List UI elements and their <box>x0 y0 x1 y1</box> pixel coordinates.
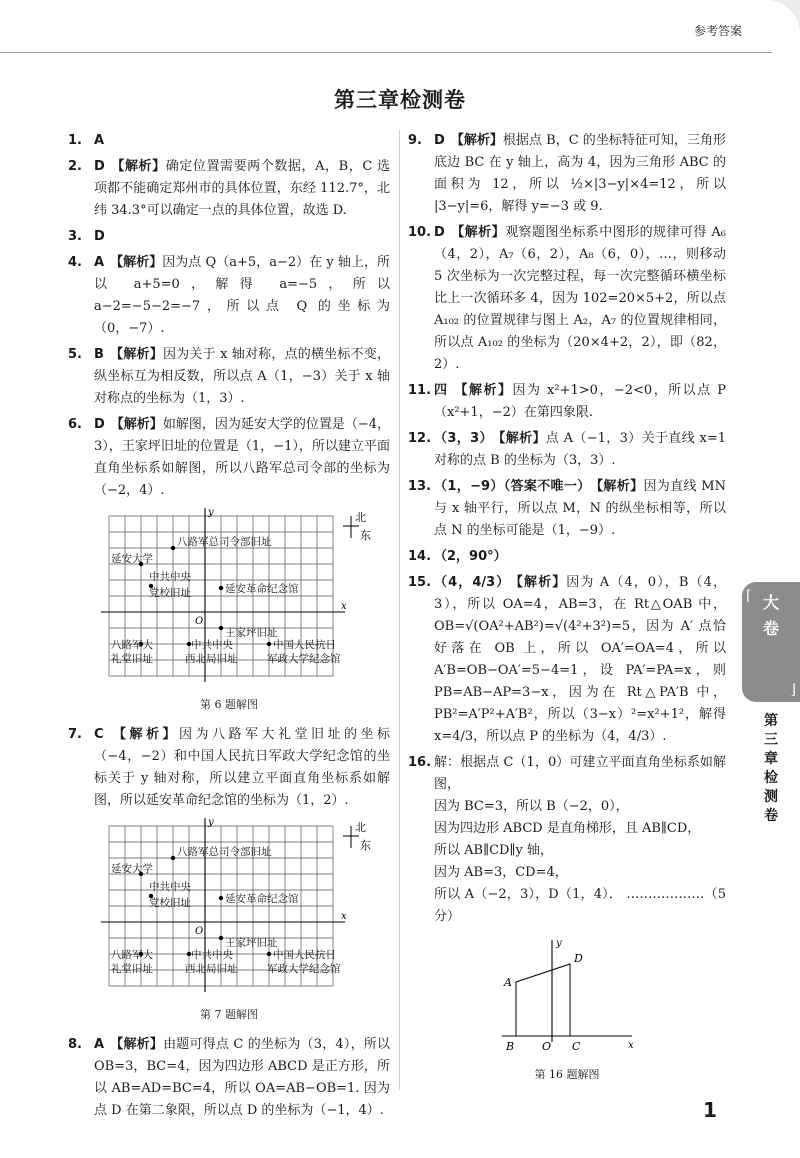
answer-item <box>68 156 390 222</box>
answer-text: 因为点 Q（a+5，a−2）在 y 轴上，所以 a+5=0，解得 a=−5，所以 a−2=−5−2=−7，所以点 Q 的坐标为（0，−7）. <box>94 255 390 336</box>
location-dot <box>267 642 271 646</box>
answer-item <box>68 130 390 152</box>
map-label: 中共中央 <box>149 571 191 583</box>
side-tab-text: 大 卷 <box>762 593 779 638</box>
answer-item <box>408 380 726 424</box>
question-number: 3. <box>68 229 82 244</box>
location-dot <box>171 856 175 860</box>
answer-choice: （1，−9）（答案不唯一） <box>434 479 591 494</box>
question-number: 9. <box>408 133 422 148</box>
map-label: 党校旧址 <box>149 587 191 599</box>
answer-text: 根据点 B，C 的坐标特征可知，三角形底边 BC 在 y 轴上，高为 4，因为三角形 ABC 的面积为 12，所以 ½×|3−y|×4=12，所以 |3−y|=6，解得 y=−3 或 9. <box>434 133 726 214</box>
answer-text: 因为直线 MN 与 x 轴平行，所以点 M，N 的纵坐标相等，所以点 N 的坐标可能是（1，−9）. <box>434 479 726 538</box>
map-label: 延安大学 <box>111 553 153 565</box>
point-label: C <box>572 1040 581 1053</box>
page-number: 1 <box>703 1098 717 1122</box>
x-axis-label: x <box>341 911 347 922</box>
answer-text: 因为 x²+1>0，−2<0，所以点 P（x²+1，−2）在第四象限. <box>434 383 726 420</box>
analysis-tag: 【解析】 <box>110 159 166 174</box>
answer-16 <box>408 752 726 928</box>
map-label: 西北局旧址 <box>185 653 238 665</box>
answer-text: 由题可得点 C 的坐标为（3，4），所以 OB=3，BC=4，因为四边形 ABCD 是正方形，所以 AB=AD=BC=4，所以 OA=AB−OB=1. 因为点 D 在第二象限，所以点 D 的坐标为（−1，4）. <box>94 1037 390 1118</box>
map-label: 军政大学纪念馆 <box>267 653 341 665</box>
answer-item <box>408 476 726 542</box>
map-label: 延安革命纪念馆 <box>225 583 299 595</box>
answer-choice: D <box>434 225 445 240</box>
question-number: 6. <box>68 417 82 432</box>
answer-choice: A <box>94 133 105 148</box>
location-dot <box>219 626 223 630</box>
analysis-tag: 【解析】 <box>498 431 546 446</box>
location-dot <box>219 586 223 590</box>
answer-text: 因为关于 x 轴对称，点的横坐标不变，纵坐标互为相反数，所以点 A（1，−3）关于 x 轴对称点的坐标为（1，3）. <box>94 347 390 406</box>
question-number: 4. <box>68 255 82 270</box>
answer-text: 确定位置需要两个数据，A，B，C 选项都不能确定郑州市的具体位置，东经 112.7°，北纬 34.3°可以确定一点的具体位置，故选 D. <box>94 159 390 218</box>
analysis-tag: 【解析】 <box>110 417 163 432</box>
answer-choice: 四 <box>434 383 449 398</box>
analysis-tag: 【解析】 <box>596 479 644 494</box>
map-label: 中共中央 <box>191 639 233 651</box>
map-label: 中共中央 <box>149 881 191 893</box>
y-axis-label: y <box>556 938 562 949</box>
figure-7-caption: 第 7 题解图 <box>200 1008 258 1021</box>
answer-16-line: 因为 BC=3，所以 B（−2，0）， <box>434 799 629 814</box>
question-number: 16. <box>408 755 432 770</box>
answer-item <box>68 252 390 340</box>
compass-north-label: 北 <box>355 821 366 834</box>
analysis-tag: 【解析】 <box>450 133 503 148</box>
answer-16-line: 因为 AB=3，CD=4， <box>434 865 568 880</box>
analysis-tag: 【解析】 <box>110 255 163 270</box>
figure-6-caption: 第 6 题解图 <box>200 698 258 711</box>
y-axis-label: y <box>208 507 214 518</box>
analysis-tag: 【解析】 <box>109 347 163 362</box>
answer-choice: D <box>434 133 445 148</box>
location-dot <box>219 896 223 900</box>
x-axis-label: x <box>341 601 347 612</box>
answer-choice: （2，90°） <box>434 549 507 564</box>
point-label: D <box>574 952 583 965</box>
map-label: 延安大学 <box>111 863 153 875</box>
vertical-chapter-title: 第 三 章 检 测 卷 <box>764 713 778 824</box>
question-number: 11. <box>408 383 432 398</box>
origin-label: O <box>195 926 204 937</box>
page-title: 第三章检测卷 <box>334 88 466 112</box>
answer-choice: A <box>94 255 105 270</box>
answer-choice: （4，4/3） <box>434 575 511 590</box>
figure-7-map <box>89 816 369 1002</box>
analysis-tag: 【解析】 <box>454 383 513 398</box>
map-label: 军政大学纪念馆 <box>267 963 341 975</box>
x-axis-label: x <box>628 1040 634 1051</box>
answer-item <box>68 1034 390 1122</box>
answer-choice: B <box>94 347 104 362</box>
map-label: 中国人民抗日 <box>273 949 336 961</box>
question-number: 13. <box>408 479 432 494</box>
point-label: A <box>504 976 512 989</box>
right-column <box>408 130 726 1094</box>
answer-text: 如解图，因为延安大学的位置是（−4，3），王家坪旧址的位置是（1，−1），所以建立平面直角坐标系如解图，所以八路军总司令部的坐标为（−2，4）. <box>94 417 390 498</box>
question-number: 12. <box>408 431 432 446</box>
map-label: 西北局旧址 <box>185 963 238 975</box>
answer-16-line: 因为四边形 ABCD 是直角梯形，且 AB∥CD， <box>434 821 701 836</box>
answer-item <box>408 222 726 376</box>
analysis-tag: 【解析】 <box>109 727 180 742</box>
bracket-icon: ⌈ <box>746 588 752 604</box>
origin-label: O <box>195 616 204 627</box>
column-divider <box>399 130 400 1090</box>
compass-east-label: 东 <box>360 839 371 852</box>
analysis-tag: 【解析】 <box>450 225 506 240</box>
figure-16 <box>408 932 726 1086</box>
map-label: 党校旧址 <box>149 897 191 909</box>
map-label: 八路军大 <box>111 639 153 651</box>
header-rule <box>0 52 772 53</box>
answer-item <box>68 344 390 410</box>
map-label: 王家坪旧址 <box>225 627 278 639</box>
question-number: 8. <box>68 1037 82 1052</box>
location-dot <box>171 546 175 550</box>
location-dot <box>219 936 223 940</box>
answer-item <box>68 226 390 248</box>
map-label: 八路军总司令部旧址 <box>177 536 272 548</box>
location-dot <box>267 952 271 956</box>
answer-item <box>68 724 390 812</box>
answer-text: 因为 A（4，0），B（4，3），所以 OA=4，AB=3，在 Rt△OAB 中，OB=√(OA²+AB²)=√(4²+3²)=5，因为 A′ 点恰好落在 OB 上，所以 OA′=OA=4，所以 A′B=OB−OA′=5−4=1，设 PA′=PA=x，则 PB=AB−AP=3−x，因为在 Rt△PA′B 中，PB²=A′P²+A′B²，所以（3−x）²=x²+1²，解得 x=4/3，所以点 P 的坐标为（4，4/3）. <box>434 575 726 744</box>
trapezoid-abcd <box>516 964 570 1036</box>
answer-choice: A <box>94 1037 105 1052</box>
question-number: 14. <box>408 549 432 564</box>
point-label: O <box>542 1040 552 1053</box>
answer-item <box>408 428 726 472</box>
figure-16-graph <box>492 932 642 1062</box>
answer-item <box>408 130 726 218</box>
figure-6-map <box>89 506 369 692</box>
map-label: 中国人民抗日 <box>273 639 336 651</box>
map-label: 八路军大 <box>111 949 153 961</box>
map-label: 礼堂旧址 <box>111 963 153 975</box>
answer-16-line: 所以 AB∥CD∥y 轴， <box>434 843 553 858</box>
header-label: 参考答案 <box>693 24 742 38</box>
answer-choice: D <box>94 417 105 432</box>
figure-6 <box>68 506 390 716</box>
answer-item <box>68 414 390 502</box>
question-number: 10. <box>408 225 432 240</box>
answer-choice: （3，3） <box>434 431 493 446</box>
analysis-tag: 【解析】 <box>516 575 567 590</box>
answer-16-line: 解：根据点 C（1，0）可建立平面直角坐标系如解图， <box>434 755 726 792</box>
question-number: 1. <box>68 133 82 148</box>
map-label: 王家坪旧址 <box>225 937 278 949</box>
question-number: 15. <box>408 575 432 590</box>
figure-7 <box>68 816 390 1026</box>
answer-text: 因为八路军大礼堂旧址的坐标（−4，−2）和中国人民抗日军政大学纪念馆的坐标关于 y 轴对称，所以建立平面直角坐标系如解图，所以延安革命纪念馆的坐标为（1，2）. <box>94 727 390 808</box>
compass-east-label: 东 <box>360 529 371 542</box>
side-tab <box>742 582 800 702</box>
compass-north-label: 北 <box>355 511 366 524</box>
figure-16-caption: 第 16 题解图 <box>534 1068 600 1081</box>
answer-text: 观察题图坐标系中图形的规律可得 A₆（4，2），A₇（6，2），A₈（6，0），…，则移动 5 次坐标为一次完整过程，每一次完整循环横坐标比上一次循环多 4，因为 102=20×5+2，所以点 A₁₀₂ 的位置规律与图上 A₂，A₇ 的位置规律相同，所以点 A₁₀₂ 的坐标为（20×4+2，2），即（82，2）. <box>434 225 726 372</box>
map-label: 礼堂旧址 <box>111 653 153 665</box>
point-label: B <box>506 1040 515 1053</box>
answer-item <box>408 572 726 748</box>
answer-item <box>408 546 726 568</box>
answer-text: 点 A（−1，3）关于直线 x=1 对称的点 B 的坐标为（3，3）. <box>434 431 726 468</box>
bracket-icon: ⌋ <box>790 682 796 698</box>
y-axis-label: y <box>208 817 214 828</box>
map-label: 中共中央 <box>191 949 233 961</box>
map-label: 八路军总司令部旧址 <box>177 846 272 858</box>
question-number: 7. <box>68 727 82 742</box>
analysis-tag: 【解析】 <box>110 1037 164 1052</box>
left-column <box>68 130 390 1126</box>
answer-16-line: 所以 A（−2，3），D（1，4）． ………………（5 分） <box>434 887 726 924</box>
answer-choice: D <box>94 159 105 174</box>
question-number: 5. <box>68 347 82 362</box>
map-label: 延安革命纪念馆 <box>225 893 299 905</box>
question-number: 2. <box>68 159 82 174</box>
answer-choice: D <box>94 229 105 244</box>
answer-choice: C <box>94 727 104 742</box>
